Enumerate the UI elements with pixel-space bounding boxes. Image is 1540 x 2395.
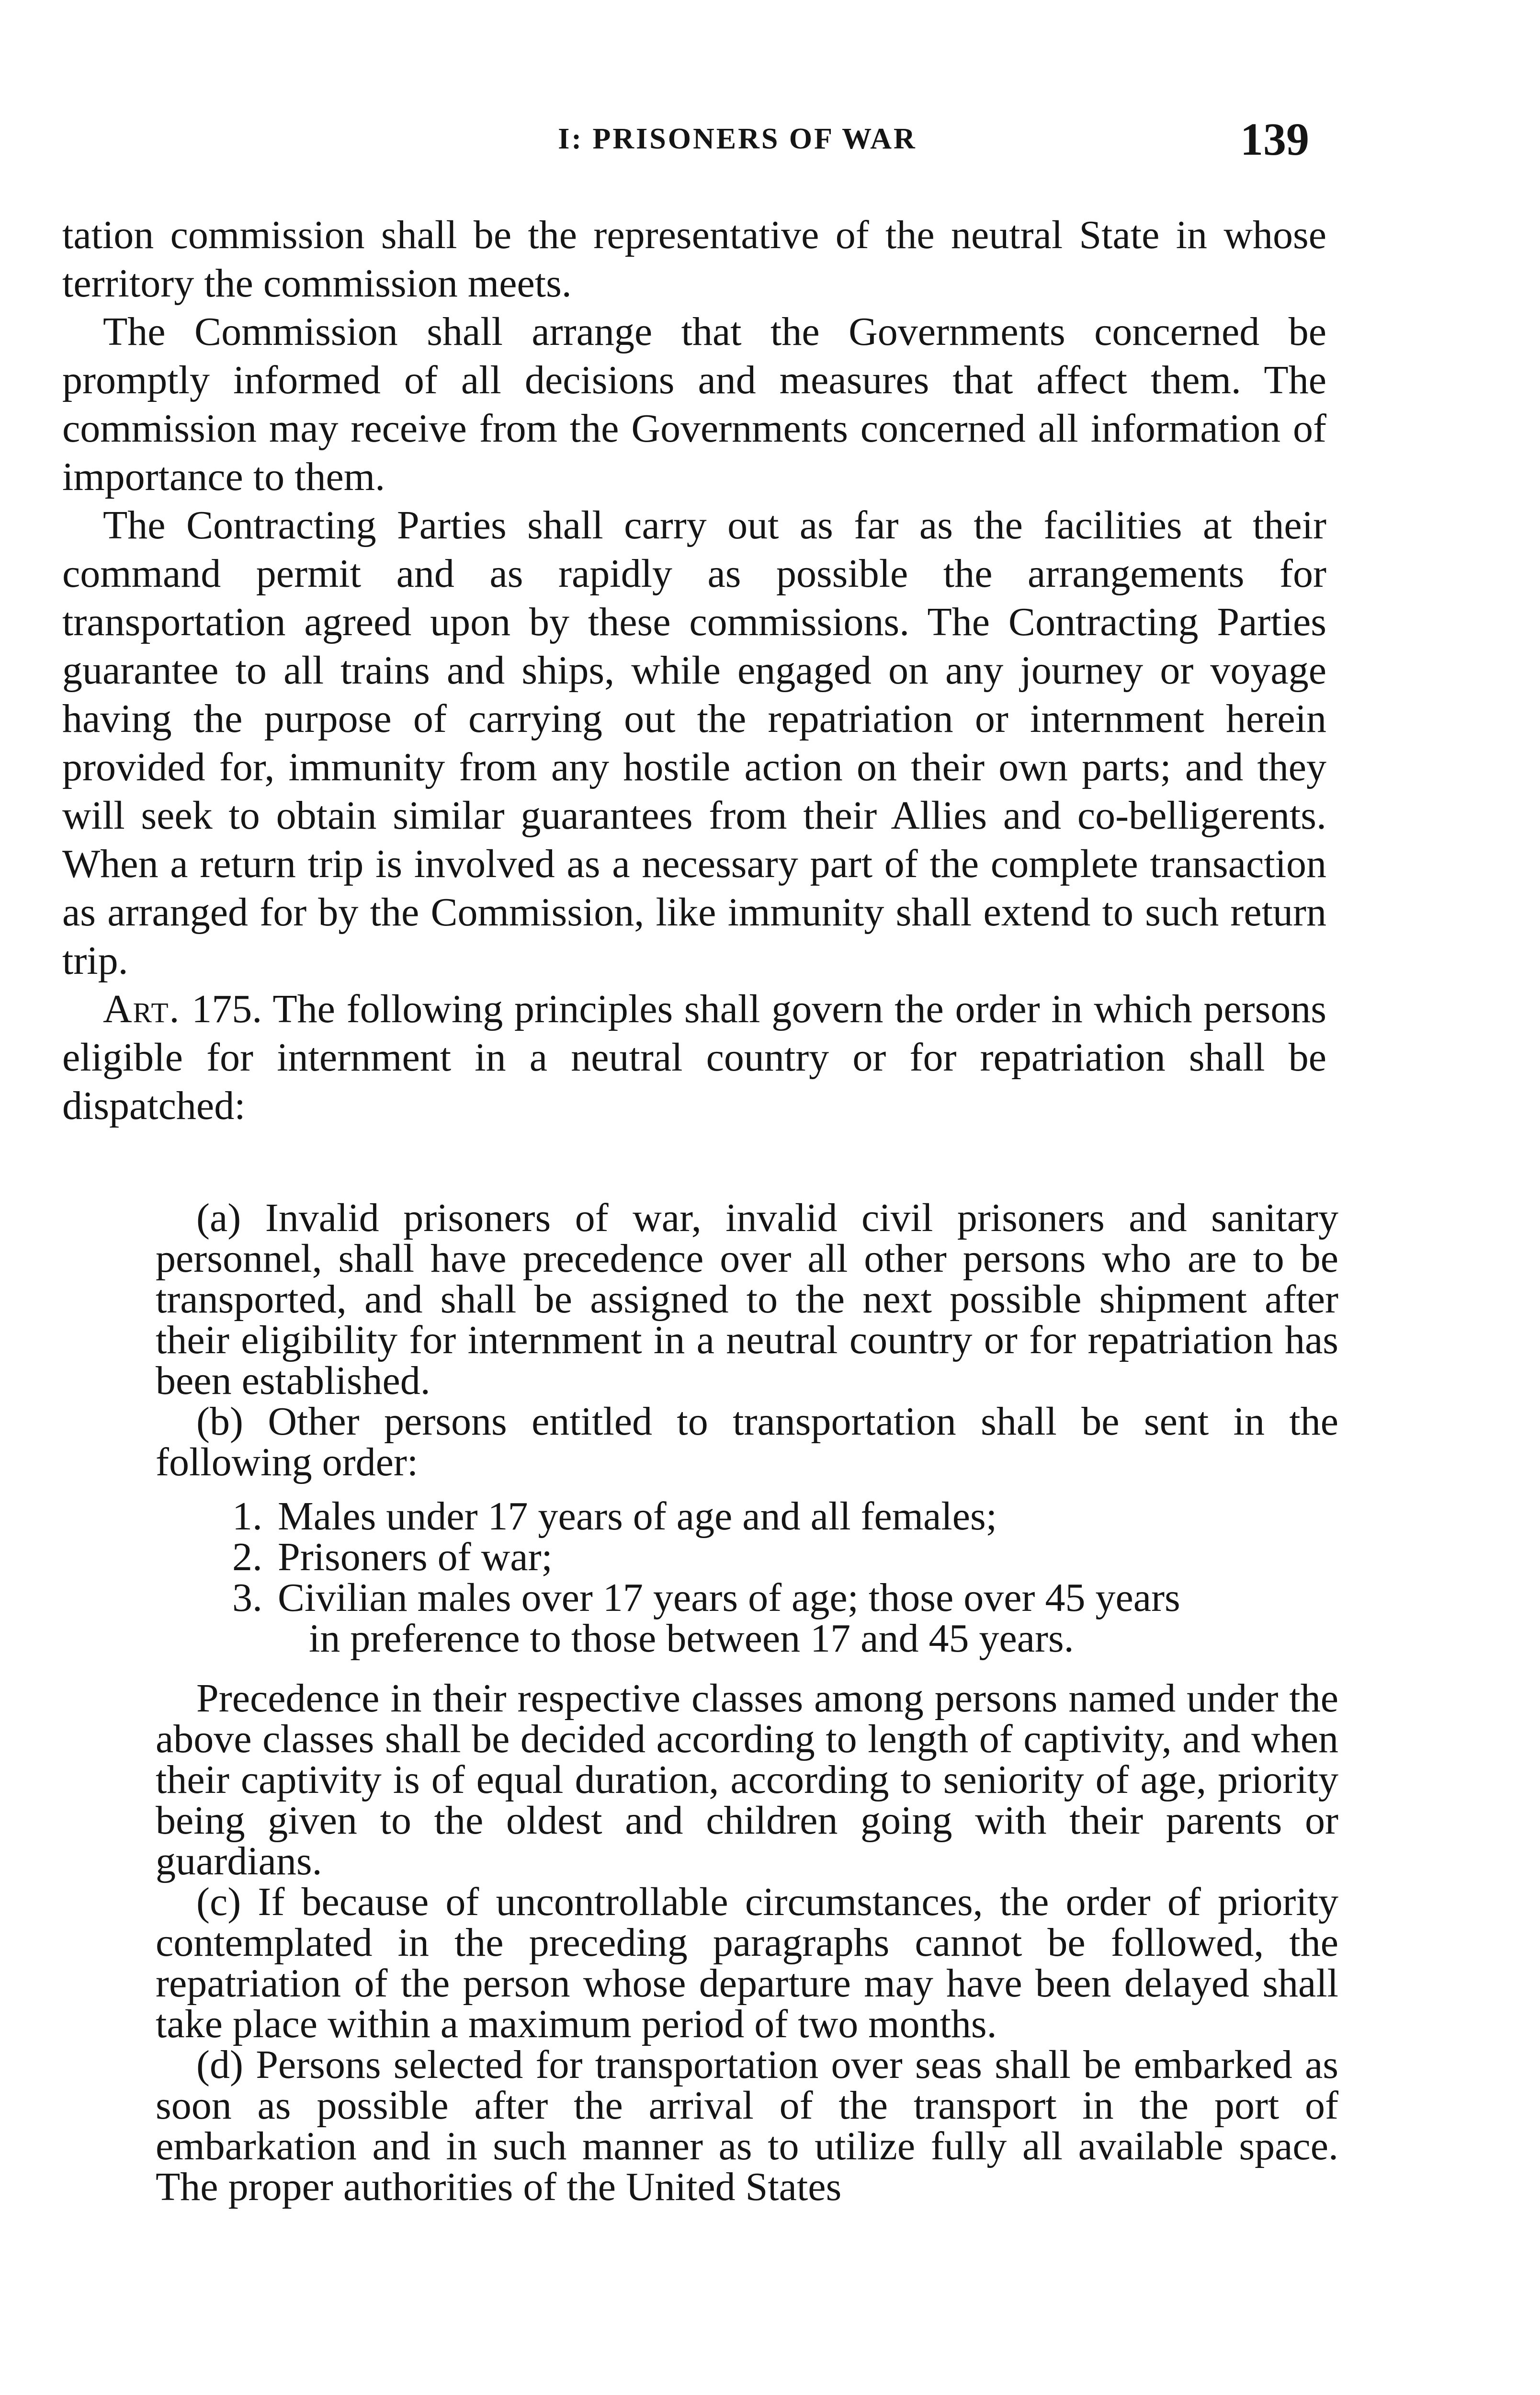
paragraph-contracting-parties: The Contracting Parties shall carry out as far as the facilities at their command permit and as rapidly as possible the arrangements for transportation agreed upon by these commissions. The Contracting Parties guarantee to all trains and ships, while engaged on any journey or voyage having the purpose of carrying out the repatriation or internment herein provided for, immunity from any hostile action on their own parts; and they will seek to obtain similar guarantees from their Allies and co-belligerents. When a return trip is involved as a necessary part of the complete transaction as arranged for by the Commission, like immunity shall extend to such return trip. [62,503,1326,983]
subsection-b: (b) Other persons entitled to transportation shall be sent in the following order: [156,1399,1338,1484]
paragraph-article-175 [62,985,1326,1130]
list-item-text: Males under 17 years of age and all females; [278,1494,997,1539]
paragraph-commission: The Commission shall arrange that the Governments concerned be promptly informed of all decisions and measures that affect them. The commission may receive from the Governments concerned all information of importance to them. [62,309,1326,499]
article-label: Art. [103,987,181,1031]
list-item [232,1537,1338,1577]
page-number: 139 [1240,114,1309,165]
list-item-continuation: in preference to those between 17 and 45 years. [309,1616,1074,1661]
article-text: 175. The following principles shall govern the order in which persons eligible for internment in a neutral country or for repatriation shall be dispatched: [62,987,1326,1128]
article-subsections [156,1198,1338,2207]
list-item-number: 2. [232,1535,262,1579]
running-header: I: PRISONERS OF WAR [558,123,917,155]
list-item [232,1496,1338,1537]
list-item [232,1577,1338,1659]
list-item-number: 1. [232,1494,262,1539]
transport-order-list [156,1496,1338,1659]
paragraph-continuation: tation commission shall be the representative of the neutral State in whose territory the commission meets. [62,213,1326,306]
paragraph-precedence: Precedence in their respective classes among persons named under the above classes shall be decided according to length of captivity, and when their captivity is of equal duration, according to seniority of age, priority being given to the oldest and children going with their parents or guardians. [156,1676,1338,1883]
subsection-d: (d) Persons selected for transportation over seas shall be embarked as soon as possible after the arrival of the transport in the port of embarkation and in such manner as to utilize fully all available space. The proper authorities of the United States [156,2042,1338,2209]
subsection-a: (a) Invalid prisoners of war, invalid civil prisoners and sanitary personnel, shall have precedence over all other persons who are to be transported, and shall be assigned to the next possible shipment after their eligibility for internment in a neutral country or for repatriation has been established. [156,1196,1338,1403]
subsection-c: (c) If because of uncontrollable circumstances, the order of priority contemplated in the preceding paragraphs cannot be followed, the repatriation of the person whose departure may have been delayed shall take place within a maximum period of two months. [156,1880,1338,2046]
list-item-text: Civilian males over 17 years of age; those over 45 years [278,1575,1180,1620]
main-text [62,211,1326,1130]
list-item-text: Prisoners of war; [278,1535,553,1579]
list-item-number: 3. [232,1575,262,1620]
